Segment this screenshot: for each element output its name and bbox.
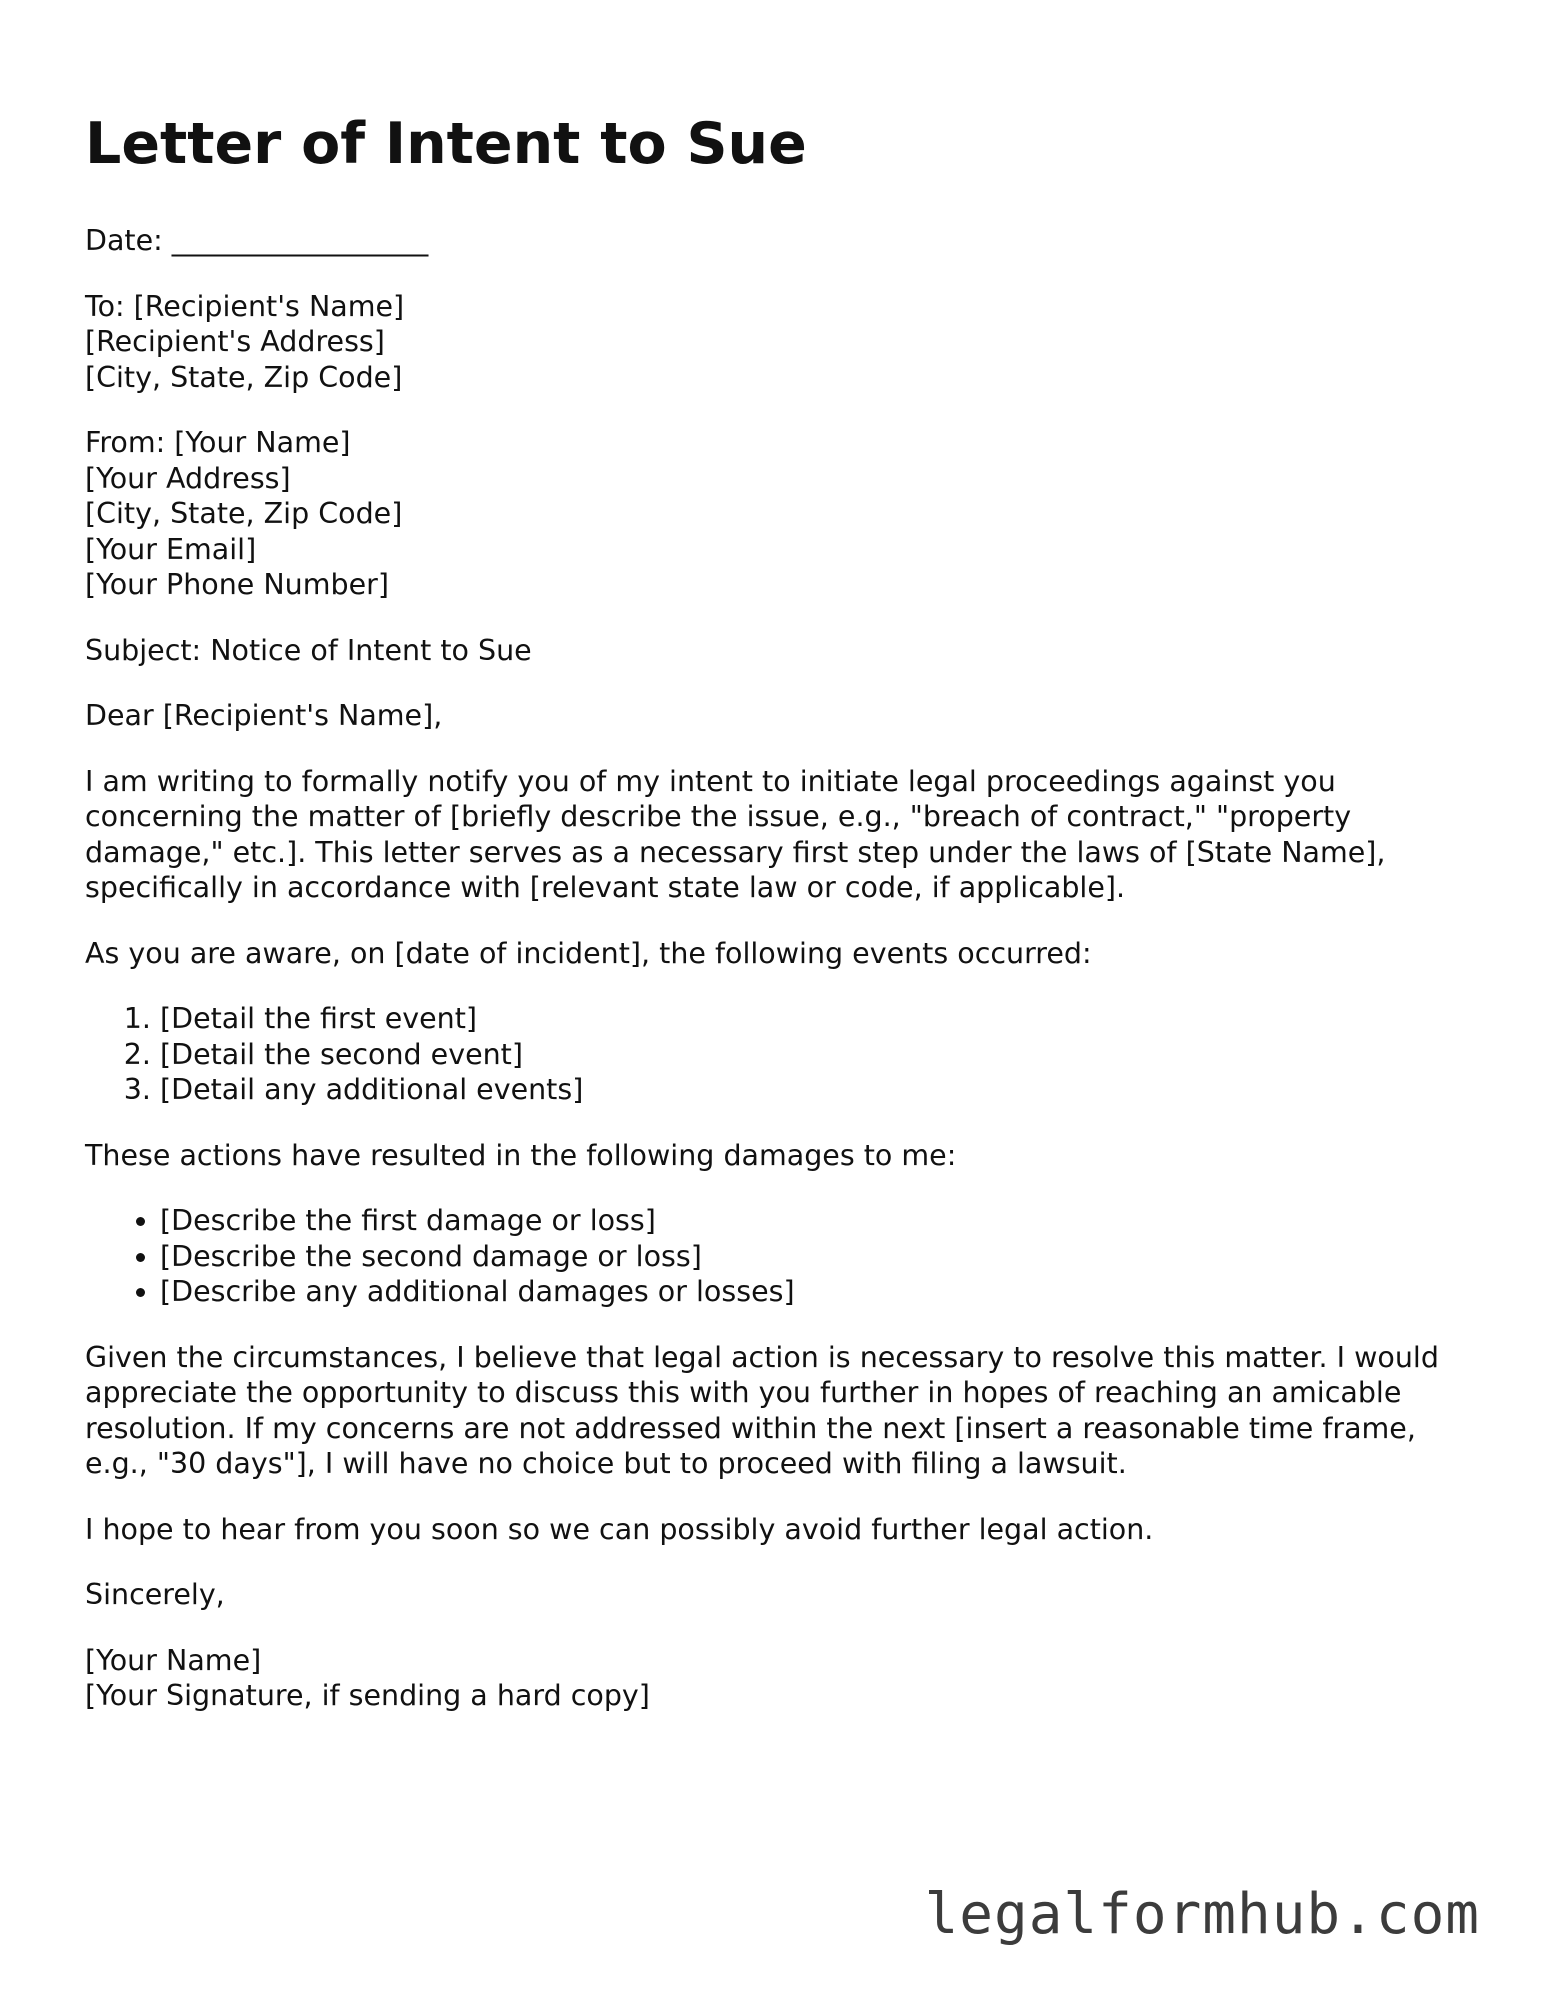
signature-name: [Your Name] <box>85 1643 262 1677</box>
list-item: • [Describe any additional damages or losses] <box>160 1274 1475 1310</box>
events-intro: As you are aware, on [date of incident], the following events occurred: <box>85 936 1092 970</box>
recipient-block <box>85 289 1475 396</box>
sender-address: [Your Address] <box>85 461 291 495</box>
signature-block <box>85 1643 1475 1714</box>
list-item: 2. [Detail the second event] <box>160 1037 1475 1073</box>
date-line: Date: __________________ <box>85 224 429 257</box>
recipient-city: [City, State, Zip Code] <box>85 360 403 394</box>
subject-text: Subject: Notice of Intent to Sue <box>85 633 532 667</box>
list-item: 3. [Detail any additional events] <box>160 1072 1475 1108</box>
closing <box>85 1577 1475 1613</box>
damages-intro: These actions have resulted in the following damages to me: <box>85 1138 957 1172</box>
watermark: legalformhub.com <box>924 1882 1480 1947</box>
sender-phone: [Your Phone Number] <box>85 568 389 601</box>
list-item: • [Describe the second damage or loss] <box>160 1239 1475 1275</box>
document-title: Letter of Intent to Sue <box>85 111 807 177</box>
list-item: 1. [Detail the first event] <box>160 1001 1475 1037</box>
closing-text: Sincerely, <box>85 1578 225 1611</box>
damages-list <box>85 1203 1475 1310</box>
events-list <box>85 1001 1475 1108</box>
recipient-address: [Recipient's Address] <box>85 325 385 358</box>
letter-page <box>85 108 1475 1744</box>
list-item: • [Describe the first damage or loss] <box>160 1203 1475 1239</box>
recipient-name: To: [Recipient's Name] <box>85 289 405 323</box>
sender-name: From: [Your Name] <box>85 426 351 459</box>
closing-paragraph: I hope to hear from you soon so we can possibly avoid further legal action. <box>85 1512 1154 1546</box>
subject-line <box>85 633 1475 669</box>
salutation <box>85 698 1475 734</box>
date-field <box>85 223 1475 259</box>
sender-email: [Your Email] <box>85 532 257 566</box>
sender-block <box>85 425 1475 603</box>
intent-paragraph: I am writing to formally notify you of my intent to initiate legal proceedings against you concerning the matter of [briefly describe the issue, e.g., "breach of contract," "property damage," etc.]. This letter serves as a necessary first step under the laws of [State Name], specifically in accordance with [relevant state law or code, if applicable]. <box>85 764 1386 904</box>
salutation-text: Dear [Recipient's Name], <box>85 699 443 732</box>
sender-city: [City, State, Zip Code] <box>85 497 403 530</box>
resolution-paragraph: Given the circumstances, I believe that legal action is necessary to resolve this matter. I would appreciate the opportunity to discuss this with you further in hopes of reaching an amicable resolution. If my concerns are not addressed within the next [insert a reasonable time frame, e.g., "30 days"], I will have no choice but to proceed with filing a lawsuit. <box>85 1340 1439 1480</box>
signature-note: [Your Signature, if sending a hard copy] <box>85 1679 650 1712</box>
